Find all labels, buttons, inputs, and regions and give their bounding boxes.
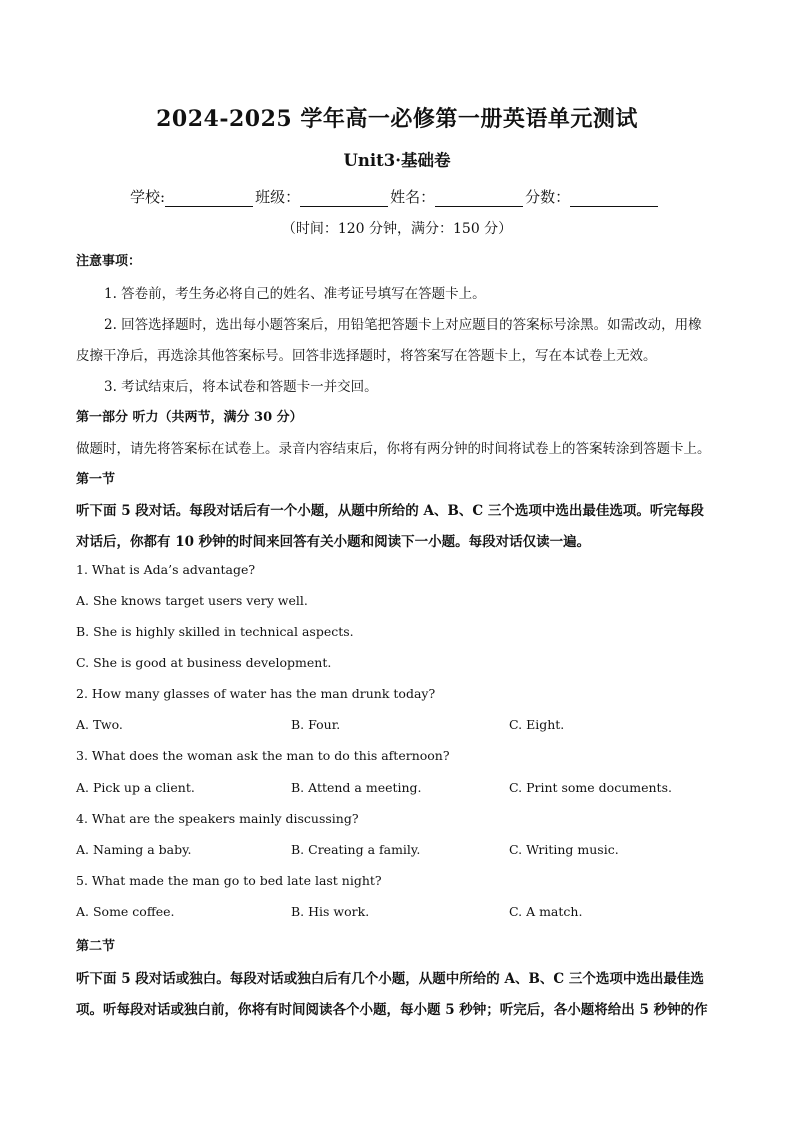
school-blank (165, 190, 253, 207)
name-label: 姓名： (390, 188, 436, 206)
question-4: 4. What are the speakers mainly discussing? (76, 811, 359, 826)
question-5-option-a: A. Some coffee. (76, 904, 175, 919)
question-1: 1. What is Ada’s advantage? (76, 562, 256, 577)
question-1-option-b: B. She is highly skilled in technical aspects. (76, 624, 354, 639)
notice-item-1: 1. 答卷前，考生务必将自己的姓名、准考证号填写在答题卡上。 (104, 286, 486, 302)
school-label: 学校: (130, 188, 166, 206)
page-title: 2024-2025 学年高一必修第一册英语单元测试 (156, 106, 638, 132)
page-subtitle: Unit3·基础卷 (343, 151, 451, 170)
question-3-option-a: A. Pick up a client. (76, 780, 195, 795)
question-2-option-a: A. Two. (76, 717, 123, 732)
score-label: 分数： (525, 188, 571, 206)
part1-instruction: 做题时，请先将答案标在试卷上。录音内容结束后，你将有两分钟的时间将试卷上的答案转涂到答题卡上。 (76, 441, 711, 457)
question-5-option-b: B. His work. (291, 904, 370, 919)
notice-heading: 注意事项： (76, 254, 142, 269)
section1-instruction-line-2: 对话后，你都有 10 秒钟的时间来回答有关小题和阅读下一小题。每段对话仅读一遍。 (76, 534, 591, 550)
notice-item-2-line-2: 皮擦干净后，再选涂其他答案标号。回答非选择题时，将答案写在答题卡上，写在本试卷上无效。 (76, 348, 657, 364)
section2-instruction-line-2: 项。听每段对话或独白前，你将有时间阅读各个小题，每小题 5 秒钟；听完后，各小题将给出 5 秒钟的作 (76, 1002, 708, 1018)
question-2-option-c: C. Eight. (509, 717, 565, 732)
question-1-option-a: A. She knows target users very well. (76, 593, 308, 608)
question-2-option-b: B. Four. (291, 717, 341, 732)
question-4-option-a: A. Naming a baby. (76, 842, 192, 857)
question-4-option-c: C. Writing music. (509, 842, 619, 857)
student-info-row (130, 186, 660, 207)
question-2: 2. How many glasses of water has the man drunk today? (76, 686, 436, 701)
notice-item-3: 3. 考试结束后，将本试卷和答题卡一并交回。 (104, 379, 378, 395)
question-3: 3. What does the woman ask the man to do this afternoon? (76, 748, 450, 763)
time-info: （时间：120 分钟，满分：150 分） (281, 221, 513, 237)
section1-heading: 第一节 (76, 472, 116, 487)
question-1-option-c: C. She is good at business development. (76, 655, 332, 670)
question-5: 5. What made the man go to bed late last night? (76, 873, 382, 888)
part1-heading: 第一部分 听力（共两节，满分 30 分） (76, 410, 303, 425)
question-3-option-b: B. Attend a meeting. (291, 780, 422, 795)
class-blank (300, 190, 388, 207)
question-4-option-b: B. Creating a family. (291, 842, 421, 857)
score-blank (570, 190, 658, 207)
name-blank (435, 190, 523, 207)
section2-instruction-line-1: 听下面 5 段对话或独白。每段对话或独白后有几个小题，从题中所给的 A、B、C 三个选项中选出最佳选 (76, 971, 704, 987)
question-5-option-c: C. A match. (509, 904, 583, 919)
class-label: 班级： (255, 188, 301, 206)
section1-instruction-line-1: 听下面 5 段对话。每段对话后有一个小题，从题中所给的 A、B、C 三个选项中选出最佳选项。听完每段 (76, 503, 704, 519)
question-3-option-c: C. Print some documents. (509, 780, 672, 795)
section2-heading: 第二节 (76, 939, 116, 954)
notice-item-2-line-1: 2. 回答选择题时，选出每小题答案后，用铅笔把答题卡上对应题目的答案标号涂黑。如需改动，用橡 (104, 317, 702, 333)
